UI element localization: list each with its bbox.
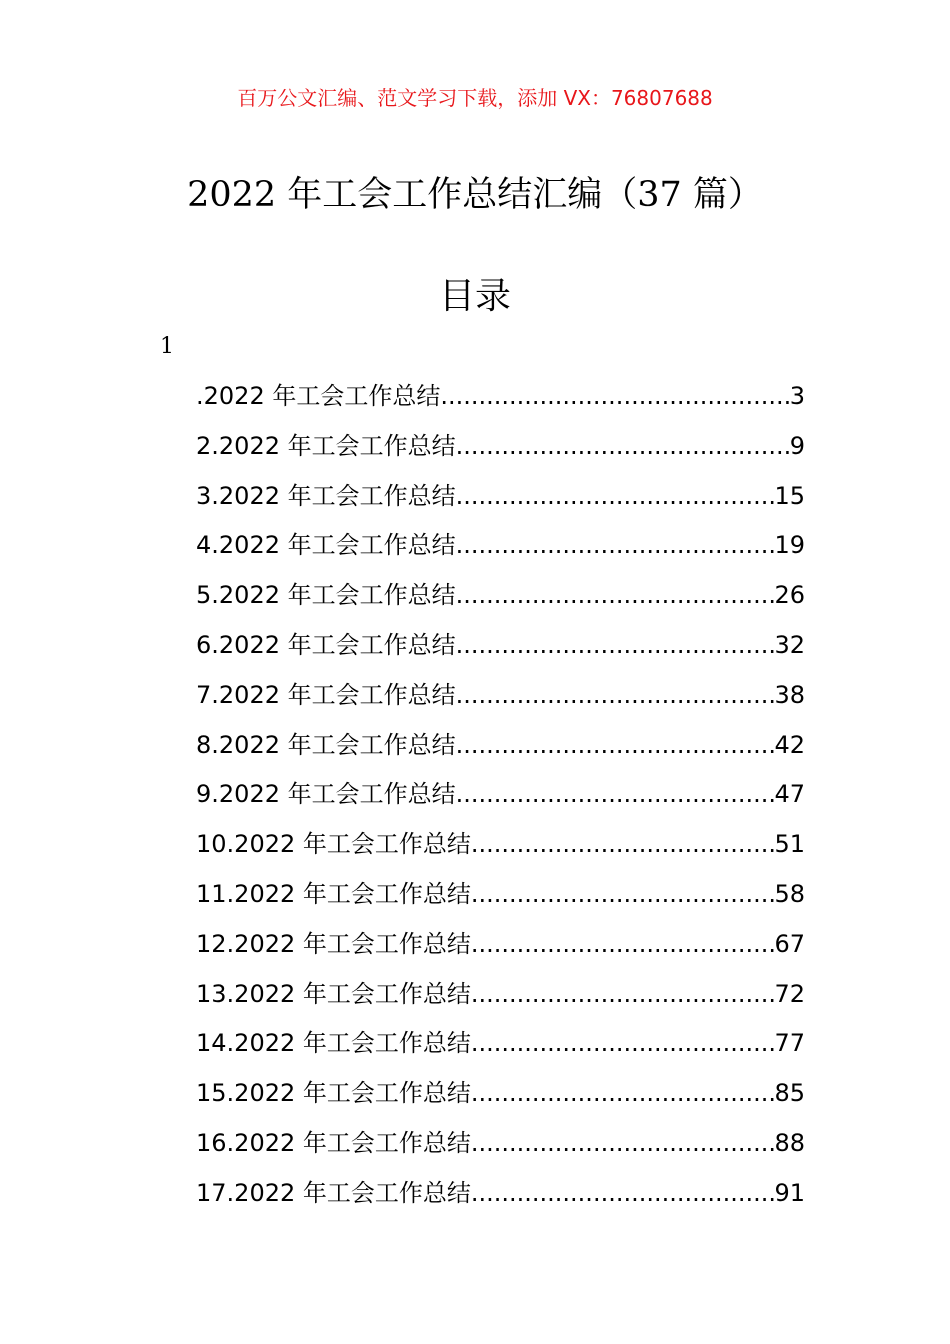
toc-entry-page: 91 (774, 1178, 805, 1207)
toc-list (196, 376, 805, 1223)
toc-entry-label: 9.2022 年工会工作总结 (196, 780, 456, 809)
toc-entry-page: 19 (774, 531, 805, 560)
toc-entry[interactable] (196, 1023, 805, 1073)
toc-entry-page: 9 (789, 431, 805, 460)
toc-section-number: 1 (160, 334, 174, 359)
toc-entry-leader (456, 476, 775, 516)
toc-entry-label: .2022 年工会工作总结 (196, 382, 441, 410)
toc-entry-leader (471, 974, 775, 1014)
toc-entry[interactable] (196, 1073, 805, 1123)
toc-entry[interactable] (196, 575, 805, 625)
toc-entry-label: 13.2022 年工会工作总结 (196, 979, 471, 1008)
toc-entry-label: 15.2022 年工会工作总结 (196, 1079, 471, 1108)
toc-entry[interactable] (196, 1173, 805, 1223)
toc-entry[interactable] (196, 874, 805, 924)
toc-entry-page: 42 (774, 730, 805, 759)
toc-entry-leader (456, 525, 775, 565)
toc-entry-page: 32 (774, 630, 805, 659)
toc-entry[interactable] (196, 625, 805, 675)
toc-entry-page: 88 (774, 1128, 805, 1157)
toc-entry[interactable] (196, 824, 805, 874)
toc-entry-leader (456, 675, 775, 715)
toc-heading: 目录 (438, 276, 511, 317)
toc-entry-label: 11.2022 年工会工作总结 (196, 879, 471, 908)
toc-entry-label: 17.2022 年工会工作总结 (196, 1178, 471, 1207)
toc-entry-label: 7.2022 年工会工作总结 (196, 680, 456, 709)
toc-entry-page: 3 (789, 382, 805, 410)
toc-entry[interactable] (196, 725, 805, 775)
toc-entry-leader (471, 1073, 775, 1113)
toc-entry-label: 2.2022 年工会工作总结 (196, 431, 456, 460)
toc-entry-label: 12.2022 年工会工作总结 (196, 929, 471, 958)
toc-entry-label: 4.2022 年工会工作总结 (196, 531, 456, 560)
toc-entry[interactable] (196, 426, 805, 476)
toc-entry-page: 15 (774, 481, 805, 510)
toc-entry-page: 77 (774, 1029, 805, 1058)
toc-entry-label: 10.2022 年工会工作总结 (196, 830, 471, 859)
toc-entry-page: 51 (774, 830, 805, 859)
toc-entry-leader (471, 1173, 775, 1213)
toc-entry[interactable] (196, 675, 805, 725)
toc-entry-leader (456, 426, 790, 466)
toc-entry-label: 5.2022 年工会工作总结 (196, 581, 456, 610)
toc-entry-page: 72 (774, 979, 805, 1008)
toc-entry-label: 14.2022 年工会工作总结 (196, 1029, 471, 1058)
toc-entry-leader (471, 1123, 775, 1163)
toc-entry-leader (456, 625, 775, 665)
toc-entry-leader (456, 725, 775, 765)
toc-entry-label: 3.2022 年工会工作总结 (196, 481, 456, 510)
toc-entry-page: 26 (774, 581, 805, 610)
header-note: 百万公文汇编、范文学习下载，添加 VX：76807688 (237, 86, 713, 110)
toc-entry-label: 6.2022 年工会工作总结 (196, 630, 456, 659)
toc-entry-leader (471, 874, 775, 914)
toc-entry-page: 67 (774, 929, 805, 958)
toc-entry-leader (471, 824, 775, 864)
toc-entry[interactable] (196, 974, 805, 1024)
toc-entry[interactable] (196, 774, 805, 824)
toc-entry-page: 47 (774, 780, 805, 809)
toc-entry[interactable] (196, 376, 805, 426)
toc-entry-label: 16.2022 年工会工作总结 (196, 1128, 471, 1157)
toc-entry[interactable] (196, 924, 805, 974)
toc-entry[interactable] (196, 525, 805, 575)
toc-entry-page: 38 (774, 680, 805, 709)
toc-entry-leader (471, 924, 775, 964)
toc-entry-page: 58 (774, 879, 805, 908)
document-title: 2022 年工会工作总结汇编（37 篇） (187, 175, 763, 215)
toc-entry[interactable] (196, 476, 805, 526)
toc-entry-label: 8.2022 年工会工作总结 (196, 730, 456, 759)
toc-entry-leader (440, 376, 789, 416)
toc-entry-leader (456, 575, 775, 615)
toc-entry-page: 85 (774, 1079, 805, 1108)
toc-entry-leader (456, 774, 775, 814)
toc-entry[interactable] (196, 1123, 805, 1173)
toc-entry-leader (471, 1023, 775, 1063)
